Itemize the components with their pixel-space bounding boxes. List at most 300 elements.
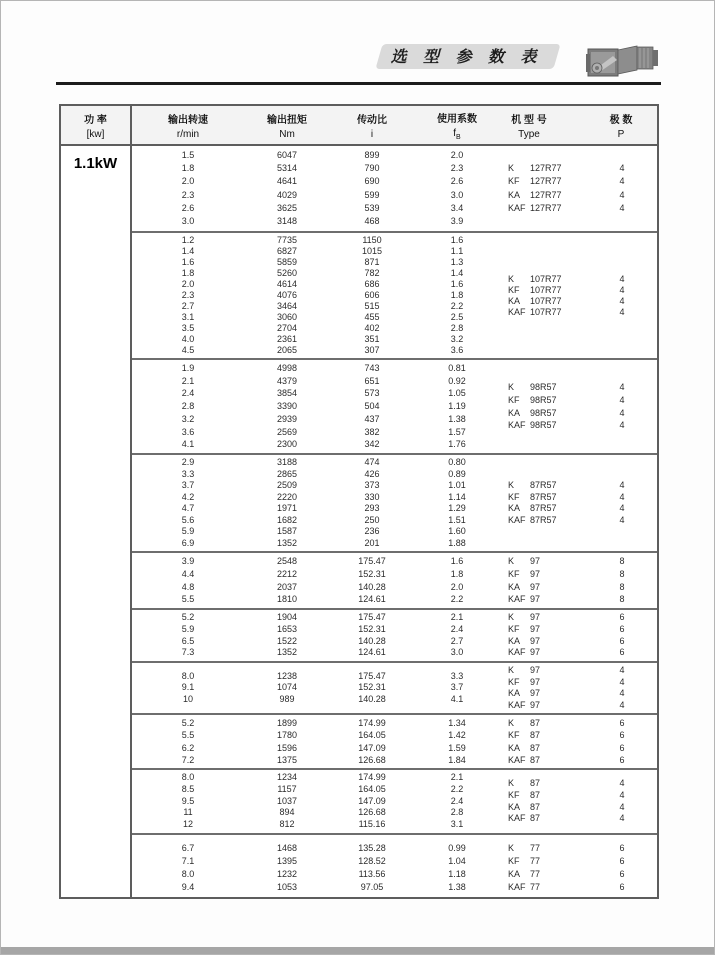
type-prefix: KAF xyxy=(508,594,526,605)
column-rpm xyxy=(132,233,244,358)
type-size: 87 xyxy=(530,789,541,800)
table-row-block xyxy=(132,768,657,833)
table-body xyxy=(61,146,657,897)
type-prefix: KAF xyxy=(508,754,526,765)
column-i xyxy=(330,360,414,453)
i-value: 790 xyxy=(364,163,380,174)
i-value: 140.28 xyxy=(358,693,386,704)
fb-value: 0.89 xyxy=(448,468,466,479)
fb-value: 3.0 xyxy=(450,647,464,658)
type-size: 97 xyxy=(530,581,541,592)
poles-value: 4 xyxy=(619,382,625,393)
type-size: 87 xyxy=(530,730,541,741)
column-poles xyxy=(587,663,657,713)
i-value: 147.09 xyxy=(358,742,386,753)
poles-value: 4 xyxy=(619,163,625,174)
column-fb xyxy=(414,835,500,901)
header-poles-unit: P xyxy=(617,128,625,140)
nm-value: 3464 xyxy=(276,301,298,311)
i-value: 871 xyxy=(364,257,380,267)
type-prefix: KF xyxy=(508,623,520,634)
column-i xyxy=(330,553,414,608)
i-value: 342 xyxy=(364,439,380,450)
type-prefix: KA xyxy=(508,295,521,306)
i-value: 124.61 xyxy=(358,647,386,658)
fb-value: 0.81 xyxy=(448,362,466,373)
rpm-value: 2.6 xyxy=(181,202,195,213)
table-header-row xyxy=(61,106,657,146)
column-nm xyxy=(244,146,330,231)
rpm-value: 1.6 xyxy=(181,257,195,267)
fb-value: 1.51 xyxy=(448,514,466,525)
type-size: 97 xyxy=(530,676,541,687)
rpm-value: 5.9 xyxy=(181,623,195,634)
poles-value: 4 xyxy=(619,665,625,675)
type-size: 77 xyxy=(530,869,541,879)
poles-value: 4 xyxy=(619,699,625,710)
nm-value: 1780 xyxy=(276,730,298,741)
rpm-value: 8.0 xyxy=(181,670,195,681)
rpm-value: 2.3 xyxy=(181,290,195,300)
rpm-value: 5.5 xyxy=(181,730,195,741)
i-value: 113.56 xyxy=(358,869,386,879)
header-factor-unit: $f_B$ xyxy=(453,127,461,141)
type-size: 97 xyxy=(530,647,541,658)
type-size: 77 xyxy=(530,842,541,853)
poles-value: 4 xyxy=(619,514,625,525)
type-size: 87R57 xyxy=(530,503,557,513)
rpm-value: 2.9 xyxy=(181,457,195,467)
poles-value: 6 xyxy=(619,623,625,634)
fb-value: 1.14 xyxy=(448,491,466,502)
fb-value: 1.29 xyxy=(448,503,466,513)
i-value: 115.16 xyxy=(358,819,386,830)
rpm-value: 7.3 xyxy=(181,647,195,658)
fb-value: 1.84 xyxy=(448,754,466,765)
column-i xyxy=(330,610,414,661)
i-value: 1150 xyxy=(362,235,382,245)
rpm-value: 2.7 xyxy=(181,301,195,311)
type-size: 97 xyxy=(530,594,541,605)
i-value: 606 xyxy=(364,290,380,300)
column-nm xyxy=(244,360,330,453)
type-prefix: KA xyxy=(508,742,521,753)
rpm-value: 2.0 xyxy=(181,176,195,187)
rpm-value: 3.6 xyxy=(181,426,195,437)
column-i xyxy=(330,455,414,551)
fb-value: 0.99 xyxy=(448,842,466,853)
table-row-block xyxy=(132,713,657,768)
nm-value: 2361 xyxy=(276,334,298,344)
type-prefix: KF xyxy=(508,568,520,579)
type-size: 107R77 xyxy=(530,295,562,306)
column-poles xyxy=(587,770,657,833)
fb-value: 1.6 xyxy=(450,235,464,245)
type-size: 98R57 xyxy=(530,407,557,418)
i-value: 175.47 xyxy=(358,612,386,622)
rpm-value: 8.0 xyxy=(181,869,195,879)
nm-value: 6827 xyxy=(276,246,298,256)
column-poles xyxy=(587,835,657,901)
type-size: 97 xyxy=(530,665,541,675)
fb-value: 2.2 xyxy=(450,301,464,311)
column-poles xyxy=(587,610,657,661)
i-value: 426 xyxy=(364,468,380,479)
rpm-value: 3.2 xyxy=(181,413,195,424)
poles-value: 4 xyxy=(619,503,625,513)
nm-value: 1810 xyxy=(276,594,298,605)
poles-value: 8 xyxy=(619,556,625,566)
i-value: 97.05 xyxy=(360,882,384,893)
rpm-value: 1.5 xyxy=(181,149,195,160)
fb-value: 3.2 xyxy=(450,334,464,344)
rpm-value: 6.5 xyxy=(181,635,195,646)
i-value: 437 xyxy=(364,413,380,424)
poles-value: 4 xyxy=(619,777,625,788)
nm-value: 1352 xyxy=(276,647,298,658)
i-value: 126.68 xyxy=(358,754,386,765)
header-speed-cn: 输出转速 xyxy=(168,114,208,126)
nm-value: 1395 xyxy=(276,855,298,866)
nm-value: 2548 xyxy=(276,556,298,566)
page-title: 选 型 参 数 表 xyxy=(390,49,543,66)
rpm-value: 1.9 xyxy=(181,362,195,373)
table-row-block xyxy=(132,146,657,231)
fb-value: 1.6 xyxy=(450,279,464,289)
nm-value: 2704 xyxy=(276,323,298,333)
poles-value: 6 xyxy=(619,882,625,893)
column-rpm xyxy=(132,610,244,661)
i-value: 201 xyxy=(364,537,380,548)
column-fb xyxy=(414,610,500,661)
rpm-value: 6.2 xyxy=(181,742,195,753)
header-poles xyxy=(585,106,657,144)
rpm-value: 12 xyxy=(182,819,193,830)
fb-value: 1.4 xyxy=(450,268,464,278)
fb-value: 3.4 xyxy=(450,202,464,213)
column-i xyxy=(330,146,414,231)
fb-value: 1.8 xyxy=(450,568,464,579)
gearmotor-image xyxy=(585,40,661,80)
i-value: 1015 xyxy=(361,246,383,256)
nm-value: 1587 xyxy=(276,526,298,536)
column-nm xyxy=(244,455,330,551)
nm-value: 3060 xyxy=(276,312,298,322)
fb-value: 1.04 xyxy=(448,855,466,866)
type-prefix: KF xyxy=(508,855,520,866)
column-rpm xyxy=(132,146,244,231)
i-value: 135.28 xyxy=(358,842,386,853)
nm-value: 7735 xyxy=(276,235,298,245)
type-prefix: K xyxy=(508,842,515,853)
nm-value: 812 xyxy=(279,819,295,830)
poles-value: 4 xyxy=(619,676,625,687)
type-size: 127R77 xyxy=(530,202,562,213)
fb-value: 1.05 xyxy=(448,388,466,399)
i-value: 686 xyxy=(364,279,380,289)
type-size: 97 xyxy=(530,699,541,710)
column-fb xyxy=(414,770,500,833)
rpm-value: 3.3 xyxy=(181,468,195,479)
fb-value: 1.42 xyxy=(448,730,466,741)
column-rpm xyxy=(132,663,244,713)
poles-value: 6 xyxy=(619,647,625,658)
type-size: 107R77 xyxy=(530,273,562,284)
i-value: 382 xyxy=(364,426,380,437)
fb-value: 1.18 xyxy=(448,869,466,879)
nm-value: 2212 xyxy=(276,568,298,579)
rpm-value: 7.2 xyxy=(181,754,195,765)
i-value: 174.99 xyxy=(358,772,386,782)
table-row-block xyxy=(132,551,657,608)
header-poles-cn: 极 数 xyxy=(609,114,633,126)
type-prefix: K xyxy=(508,273,515,284)
poles-value: 4 xyxy=(619,394,625,405)
fb-value: 1.8 xyxy=(450,290,464,300)
nm-value: 1232 xyxy=(276,869,298,879)
poles-value: 6 xyxy=(619,635,625,646)
column-nm xyxy=(244,663,330,713)
type-size: 87 xyxy=(530,813,541,824)
i-value: 373 xyxy=(364,480,380,490)
nm-value: 4076 xyxy=(276,290,298,300)
column-i xyxy=(330,715,414,768)
poles-value: 4 xyxy=(619,176,625,187)
column-poles xyxy=(587,360,657,453)
type-prefix: KAF xyxy=(508,514,526,525)
fb-value: 3.7 xyxy=(450,682,464,693)
fb-value: 2.1 xyxy=(450,612,464,622)
column-poles xyxy=(587,715,657,768)
fb-value: 2.8 xyxy=(450,807,464,818)
header-type-cn: 机 型 号 xyxy=(511,114,547,126)
type-prefix: K xyxy=(508,665,515,675)
fb-value: 3.1 xyxy=(450,819,464,830)
i-value: 293 xyxy=(364,503,380,513)
nm-value: 4379 xyxy=(276,375,298,386)
fb-value: 1.19 xyxy=(448,401,466,412)
header-power xyxy=(61,106,132,144)
nm-value: 894 xyxy=(279,807,295,818)
i-value: 782 xyxy=(364,268,380,278)
type-size: 87R57 xyxy=(530,491,557,502)
rpm-value: 2.0 xyxy=(181,279,195,289)
column-i xyxy=(330,770,414,833)
fb-value: 3.3 xyxy=(450,670,464,681)
column-rpm xyxy=(132,455,244,551)
fb-value: 1.6 xyxy=(450,556,464,566)
poles-value: 8 xyxy=(619,594,625,605)
type-prefix: KF xyxy=(508,491,520,502)
rpm-value: 2.4 xyxy=(181,388,195,399)
nm-value: 1596 xyxy=(276,742,298,753)
power-value: 1.1kW xyxy=(73,155,118,172)
rpm-value: 5.5 xyxy=(181,594,195,605)
nm-value: 4029 xyxy=(276,189,298,200)
type-size: 98R57 xyxy=(530,394,557,405)
poles-value: 4 xyxy=(619,789,625,800)
poles-value: 6 xyxy=(619,855,625,866)
i-value: 152.31 xyxy=(358,682,386,693)
type-size: 127R77 xyxy=(530,163,562,174)
type-prefix: KAF xyxy=(508,813,526,824)
column-rpm xyxy=(132,715,244,768)
fb-value: 1.01 xyxy=(448,480,466,490)
header-power-cn: 功 率 xyxy=(84,114,107,126)
type-size: 97 xyxy=(530,556,541,566)
table-row-block xyxy=(132,231,657,358)
i-value: 236 xyxy=(364,526,380,536)
nm-value: 2865 xyxy=(276,468,298,479)
type-prefix: K xyxy=(508,382,515,393)
i-value: 128.52 xyxy=(358,855,386,866)
rpm-value: 1.2 xyxy=(181,235,195,245)
type-prefix: KA xyxy=(508,581,521,592)
type-size: 97 xyxy=(530,688,541,698)
rpm-value: 8.5 xyxy=(181,783,195,794)
type-size: 127R77 xyxy=(530,176,562,187)
column-i xyxy=(330,835,414,901)
type-prefix: KA xyxy=(508,189,521,200)
poles-value: 4 xyxy=(619,813,625,824)
type-size: 87 xyxy=(530,801,541,812)
type-prefix: KAF xyxy=(508,647,526,658)
i-value: 351 xyxy=(364,334,380,344)
type-prefix: KA xyxy=(508,869,521,879)
type-size: 127R77 xyxy=(530,189,562,200)
nm-value: 1682 xyxy=(276,514,298,525)
header-speed-unit: r/min xyxy=(176,128,200,140)
nm-value: 3188 xyxy=(276,457,298,467)
rpm-value: 5.6 xyxy=(181,514,195,525)
nm-value: 4641 xyxy=(276,176,298,187)
poles-value: 4 xyxy=(619,306,625,317)
type-prefix: KAF xyxy=(508,306,526,317)
fb-value: 0.80 xyxy=(448,457,466,467)
rpm-value: 11 xyxy=(183,807,193,818)
rpm-value: 10 xyxy=(182,693,193,704)
rpm-value: 7.1 xyxy=(181,855,195,866)
fb-value: 3.6 xyxy=(450,345,464,355)
poles-value: 8 xyxy=(619,568,625,579)
i-value: 573 xyxy=(364,388,380,399)
nm-value: 1468 xyxy=(276,842,298,853)
fb-value: 2.8 xyxy=(450,323,464,333)
i-value: 474 xyxy=(364,457,380,467)
fb-value: 2.2 xyxy=(450,594,464,605)
nm-value: 1375 xyxy=(276,754,298,765)
type-size: 98R57 xyxy=(530,382,557,393)
nm-value: 5260 xyxy=(276,268,298,278)
fb-value: 1.38 xyxy=(448,413,466,424)
rpm-value: 1.8 xyxy=(181,163,195,174)
nm-value: 1157 xyxy=(277,783,297,794)
header-torque xyxy=(244,106,330,144)
column-nm xyxy=(244,835,330,901)
nm-value: 1971 xyxy=(276,503,298,513)
type-size: 97 xyxy=(530,623,541,634)
column-nm xyxy=(244,233,330,358)
fb-value: 2.6 xyxy=(450,176,464,187)
fb-value: 1.34 xyxy=(448,718,466,728)
rpm-value: 1.8 xyxy=(181,268,195,278)
poles-value: 4 xyxy=(619,688,625,698)
fb-value: 1.59 xyxy=(448,742,466,753)
nm-value: 1899 xyxy=(276,718,298,728)
fb-value: 1.76 xyxy=(448,439,466,450)
poles-value: 6 xyxy=(619,730,625,741)
i-value: 743 xyxy=(364,362,380,373)
fb-value: 1.3 xyxy=(450,257,464,267)
type-prefix: KA xyxy=(508,635,521,646)
i-value: 307 xyxy=(364,345,380,355)
nm-value: 3390 xyxy=(276,401,298,412)
type-prefix: KA xyxy=(508,801,521,812)
type-size: 97 xyxy=(530,612,541,622)
nm-value: 1234 xyxy=(276,772,298,782)
nm-value: 3625 xyxy=(276,202,298,213)
nm-value: 2065 xyxy=(276,345,298,355)
rpm-value: 8.0 xyxy=(181,772,195,782)
type-prefix: KAF xyxy=(508,699,526,710)
i-value: 124.61 xyxy=(358,594,386,605)
type-prefix: KF xyxy=(508,730,520,741)
rpm-value: 9.5 xyxy=(181,795,195,806)
data-blocks xyxy=(132,146,657,897)
type-prefix: KAF xyxy=(508,882,526,893)
fb-value: 0.92 xyxy=(448,375,466,386)
nm-value: 1352 xyxy=(276,537,298,548)
nm-value: 5314 xyxy=(276,163,298,174)
type-prefix: KA xyxy=(508,688,521,698)
table-row-block xyxy=(132,358,657,453)
type-prefix: K xyxy=(508,163,515,174)
type-size: 107R77 xyxy=(530,284,562,295)
type-size: 77 xyxy=(530,855,541,866)
type-prefix: KF xyxy=(508,676,520,687)
column-fb xyxy=(414,360,500,453)
rpm-value: 2.3 xyxy=(181,189,195,200)
fb-value: 2.4 xyxy=(450,795,464,806)
poles-value: 6 xyxy=(619,842,625,853)
header-ratio-cn: 传动比 xyxy=(357,114,387,126)
rpm-value: 4.4 xyxy=(181,568,195,579)
type-prefix: K xyxy=(508,480,515,490)
type-size: 98R57 xyxy=(530,420,557,431)
type-prefix: KF xyxy=(508,176,520,187)
header-ratio xyxy=(330,106,414,144)
nm-value: 3148 xyxy=(276,215,298,226)
fb-value: 3.0 xyxy=(450,189,464,200)
poles-value: 6 xyxy=(619,869,625,879)
rpm-value: 5.2 xyxy=(181,718,195,728)
type-size: 77 xyxy=(530,882,541,893)
nm-value: 2037 xyxy=(276,581,298,592)
header-type-unit: Type xyxy=(518,128,540,140)
column-fb xyxy=(414,146,500,231)
i-value: 175.47 xyxy=(358,670,386,681)
i-value: 468 xyxy=(364,215,380,226)
column-poles xyxy=(587,455,657,551)
rpm-value: 2.1 xyxy=(181,375,195,386)
rpm-value: 4.7 xyxy=(181,503,195,513)
nm-value: 5859 xyxy=(276,257,298,267)
fb-value: 1.1 xyxy=(450,246,464,256)
table-row-block xyxy=(132,608,657,661)
i-value: 174.99 xyxy=(358,718,386,728)
rpm-value: 5.2 xyxy=(181,612,195,622)
header-speed xyxy=(132,106,244,144)
